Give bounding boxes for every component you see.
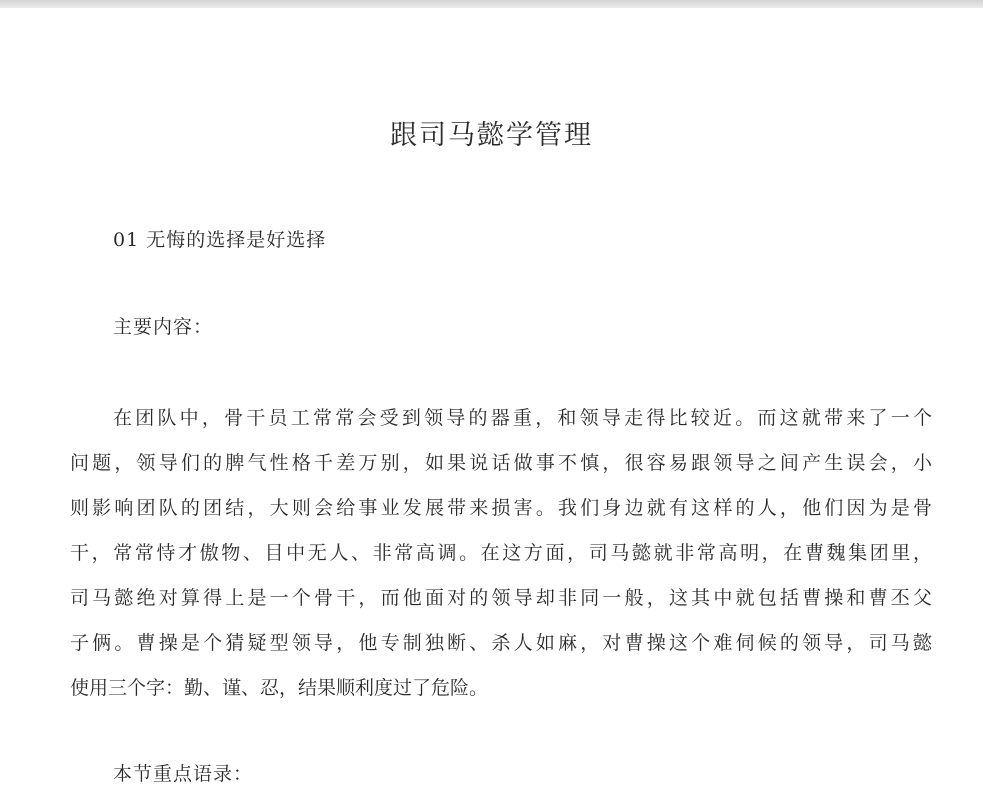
document-page	[0, 8, 983, 785]
main-content-label: 主要内容：	[113, 316, 214, 338]
paragraph-line: 干，常常恃才傲物、目中无人、非常高调。在这方面，司马懿就非常高明，在曹魏集团里，	[70, 542, 932, 564]
paragraph-line: 司马懿绝对算得上是一个骨干，而他面对的领导却非同一般，这其中就包括曹操和曹丕父	[70, 587, 932, 609]
paragraph-line: 子俩。曹操是个猜疑型领导，他专制独断、杀人如麻，对曹操这个难伺候的领导，司马懿	[70, 632, 932, 654]
paragraph-line: 问题，领导们的脾气性格千差万别，如果说话做事不慎，很容易跟领导之间产生误会，小	[70, 452, 932, 474]
document-title: 跟司马懿学管理	[390, 120, 593, 151]
paragraph-line: 使用三个字：勤、谨、忍，结果顺利度过了危险。	[70, 677, 489, 699]
paragraph-line: 在团队中，骨干员工常常会受到领导的器重，和领导走得比较近。而这就带来了一个	[113, 407, 932, 429]
body-paragraph	[70, 396, 932, 711]
paragraph-line: 则影响团队的团结，大则会给事业发展带来损害。我们身边就有这样的人，他们因为是骨	[70, 497, 932, 519]
key-quotes-label: 本节重点语录：	[113, 763, 254, 785]
section-heading: 01 无悔的选择是好选择	[113, 229, 327, 251]
top-toolbar-edge	[0, 0, 983, 8]
